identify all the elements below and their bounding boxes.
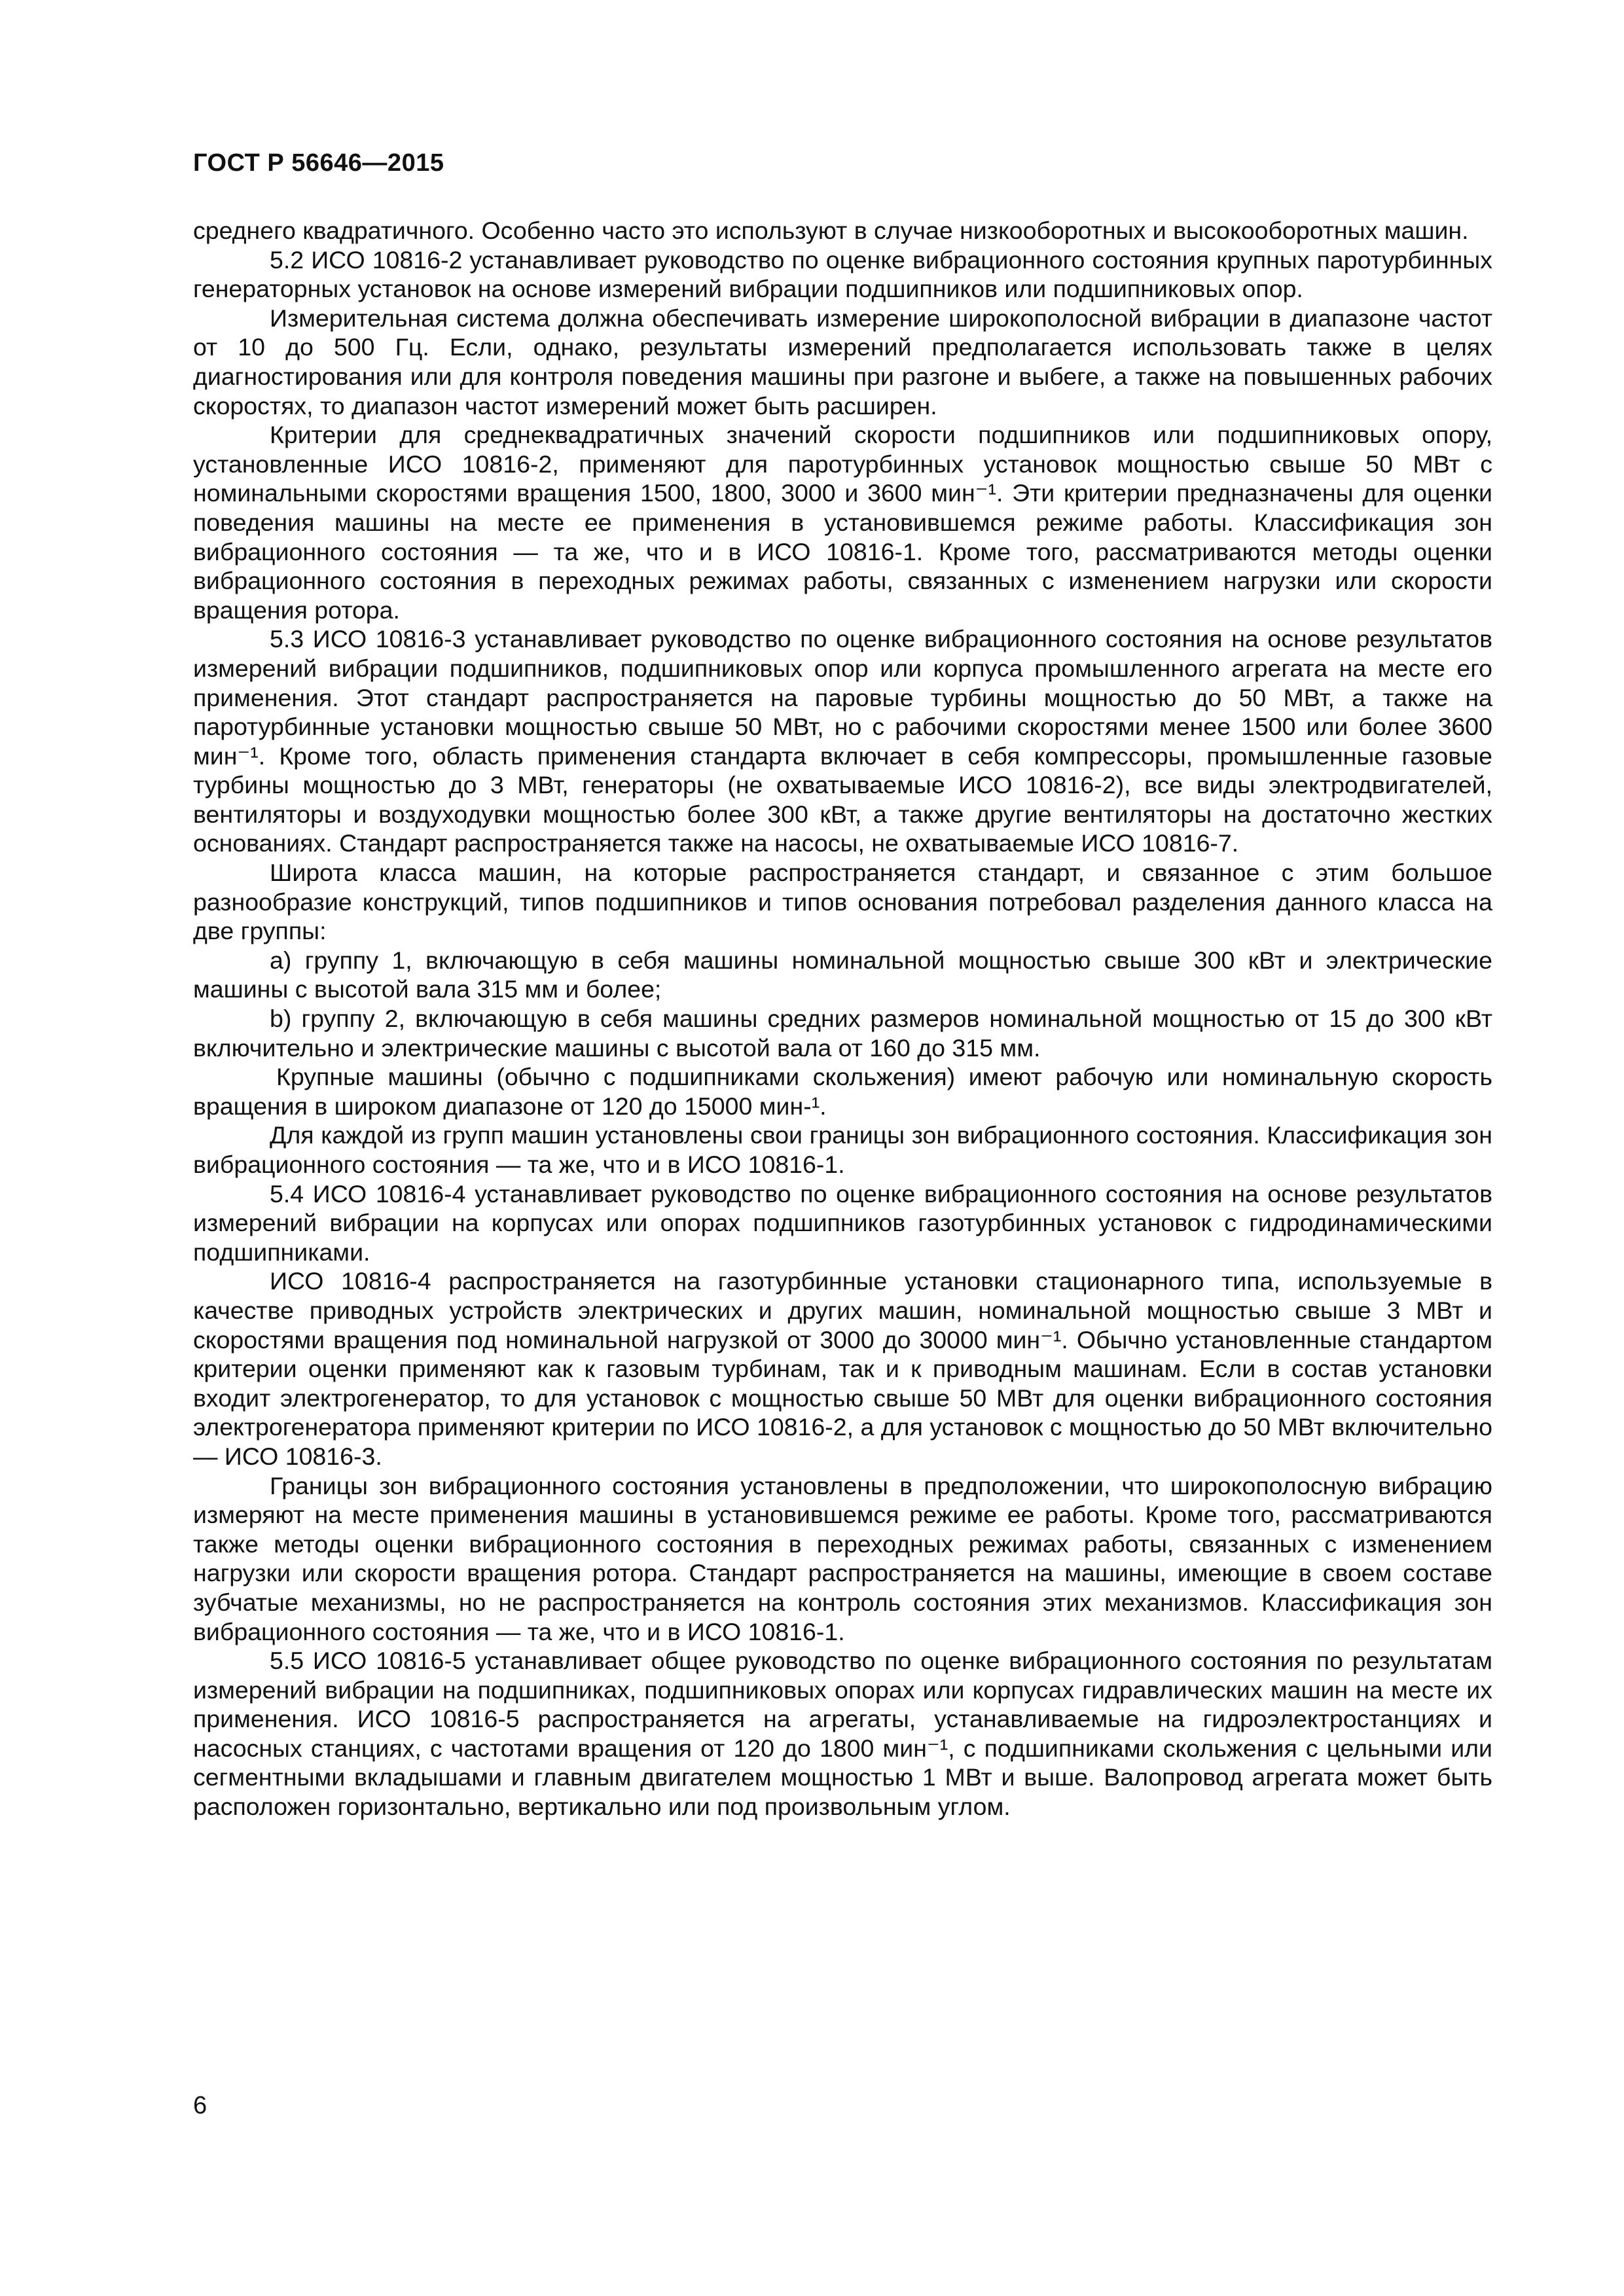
document-header: ГОСТ Р 56646—2015: [193, 149, 444, 177]
list-item: a) группу 1, включающую в себя машины номинальной мощностью свыше 300 кВт и электрические машины с высотой вала 315 мм и более;: [193, 946, 1492, 1003]
paragraph: Для каждой из групп машин установлены свои границы зон вибрационного состояния. Классификация зон вибрационного состояния — та же, что и в ИСО 10816-1.: [193, 1121, 1492, 1178]
list-item: b) группу 2, включающую в себя машины средних размеров номинальной мощностью от 15 до 300 кВт включительно и электрические машины с высотой вала от 160 до 315 мм.: [193, 1005, 1492, 1062]
paragraph: среднего квадратичного. Особенно часто это используют в случае низкооборотных и высокооборотных машин.: [193, 217, 1469, 244]
document-body: [193, 216, 1492, 1821]
paragraph: Широта класса машин, на которые распространяется стандарт, и связанное с этим большое разнообразие конструкций, типов подшипников и типов основания потребовал разделения данного класса на две группы:: [193, 859, 1492, 945]
paragraph: 5.5 ИСО 10816-5 устанавливает общее руководство по оценке вибрационного состояния по результатам измерений вибрации на подшипниках, подшипниковых опорах или корпусах гидравлических машин на месте их применения. ИСО 10816-5 распространяется на агрегаты, устанавливаемые на гидроэлектростанциях и насосных станциях, с частотами вращения от 120 до 1800 мин⁻¹, с подшипниками скольжения с цельными или сегментными вкладышами и главным двигателем мощностью 1 МВт и выше. Валопровод агрегата может быть расположен горизонтально, вертикально или под произвольным углом.: [193, 1647, 1492, 1821]
paragraph: Крупные машины (обычно с подшипниками скольжения) имеют рабочую или номинальную скорость вращения в широком диапазоне от 120 до 15000 мин-¹.: [193, 1063, 1492, 1120]
page-number: 6: [193, 2092, 208, 2119]
paragraph: 5.4 ИСО 10816-4 устанавливает руководство по оценке вибрационного состояния на основе результатов измерений вибрации на корпусах или опорах подшипников газотурбинных установок с гидродинамическими подшипниками.: [193, 1179, 1492, 1266]
paragraph: Границы зон вибрационного состояния установлены в предположении, что широкополосную вибрацию измеряют на месте применения машины в установившемся режиме ее работы. Кроме того, рассматриваются также методы оценки вибрационного состояния в переходных режимах работы, связанных с изменением нагрузки или скорости вращения ротора. Стандарт распространяется на машины, имеющие в своем составе зубчатые механизмы, но не распространяется на контроль состояния этих механизмов. Классификация зон вибрационного состояния — та же, что и в ИСО 10816-1.: [193, 1471, 1492, 1645]
paragraph: 5.2 ИСО 10816-2 устанавливает руководство по оценке вибрационного состояния крупных паротурбинных генераторных установок на основе измерений вибрации подшипников или подшипниковых опор.: [193, 245, 1492, 303]
paragraph: Измерительная система должна обеспечивать измерение широкополосной вибрации в диапазоне частот от 10 до 500 Гц. Если, однако, результаты измерений предполагается использовать также в целях диагностирования или для контроля поведения машины при разгоне и выбеге, а также на повышенных рабочих скоростях, то диапазон частот измерений может быть расширен.: [193, 304, 1492, 420]
paragraph: Критерии для среднеквадратичных значений скорости подшипников или подшипниковых опору, установленные ИСО 10816-2, применяют для паротурбинных установок мощностью свыше 50 МВт с номинальными скоростями вращения 1500, 1800, 3000 и 3600 мин⁻¹. Эти критерии предназначены для оценки поведения машины на месте ее применения в установившемся режиме работы. Классификация зон вибрационного состояния — та же, что и в ИСО 10816-1. Кроме того, рассматриваются методы оценки вибрационного состояния в переходных режимах работы, связанных с изменением нагрузки или скорости вращения ротора.: [193, 421, 1492, 624]
paragraph: ИСО 10816-4 распространяется на газотурбинные установки стационарного типа, используемые в качестве приводных устройств электрических и других машин, номинальной мощностью свыше 3 МВт и скоростями вращения под номинальной нагрузкой от 3000 до 30000 мин⁻¹. Обычно установленные стандартом критерии оценки применяют как к газовым турбинам, так и к приводным машинам. Если в состав установки входит электрогенератор, то для установок с мощностью свыше 50 МВт для оценки вибрационного состояния электрогенератора применяют критерии по ИСО 10816-2, а для установок с мощностью до 50 МВт включительно — ИСО 10816-3.: [193, 1267, 1492, 1470]
paragraph: 5.3 ИСО 10816-3 устанавливает руководство по оценке вибрационного состояния на основе результатов измерений вибрации подшипников, подшипниковых опор или корпуса промышленного агрегата на месте его применения. Этот стандарт распространяется на паровые турбины мощностью до 50 МВт, а также на паротурбинные установки мощностью свыше 50 МВт, но с рабочими скоростями менее 1500 или более 3600 мин⁻¹. Кроме того, область применения стандарта включает в себя компрессоры, промышленные газовые турбины мощностью до 3 МВт, генераторы (не охватываемые ИСО 10816-2), все виды электродвигателей, вентиляторы и воздуходувки мощностью более 300 кВт, а также другие вентиляторы на достаточно жестких основаниях. Стандарт распространяется также на насосы, не охватываемые ИСО 10816-7.: [193, 625, 1492, 857]
